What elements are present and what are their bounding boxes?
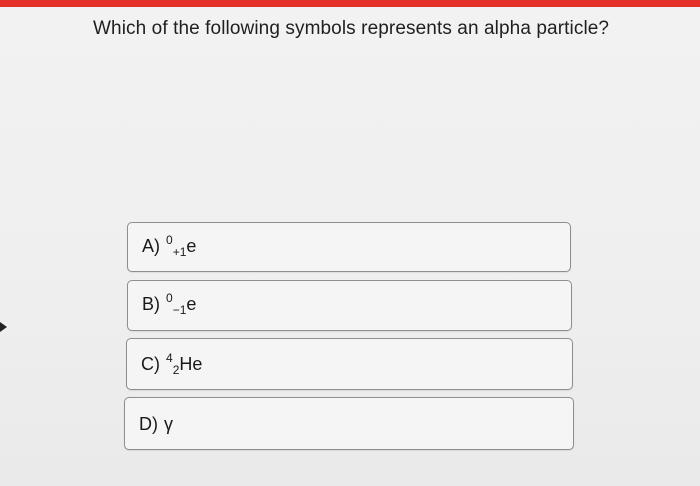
option-b-superscript: 0 bbox=[166, 291, 173, 305]
option-b-letter: B) bbox=[142, 294, 160, 314]
option-c-label bbox=[141, 351, 203, 377]
option-b-symbol: e bbox=[186, 294, 197, 314]
option-b[interactable] bbox=[127, 280, 572, 331]
option-d-symbol: γ bbox=[164, 414, 173, 434]
option-d-letter: D) bbox=[139, 414, 158, 434]
option-d[interactable] bbox=[124, 397, 574, 450]
option-a-label bbox=[142, 233, 197, 259]
option-b-label bbox=[142, 291, 197, 317]
option-a-superscript: 0 bbox=[166, 233, 173, 247]
option-a-letter: A) bbox=[142, 236, 160, 256]
option-c[interactable] bbox=[126, 338, 573, 390]
option-c-symbol: He bbox=[179, 354, 203, 374]
pointer-arrow-icon bbox=[0, 322, 7, 332]
top-accent-bar bbox=[0, 0, 700, 7]
option-c-superscript: 4 bbox=[166, 351, 173, 365]
option-a-subscript: +1 bbox=[172, 245, 187, 259]
option-a-symbol: e bbox=[186, 236, 197, 256]
option-d-label bbox=[139, 414, 173, 435]
option-b-subscript: −1 bbox=[172, 303, 187, 317]
question-text: Which of the following symbols represents an alpha particle? bbox=[93, 18, 610, 39]
option-c-subscript: 2 bbox=[172, 363, 180, 377]
option-a[interactable] bbox=[127, 222, 571, 272]
option-c-letter: C) bbox=[141, 354, 160, 374]
